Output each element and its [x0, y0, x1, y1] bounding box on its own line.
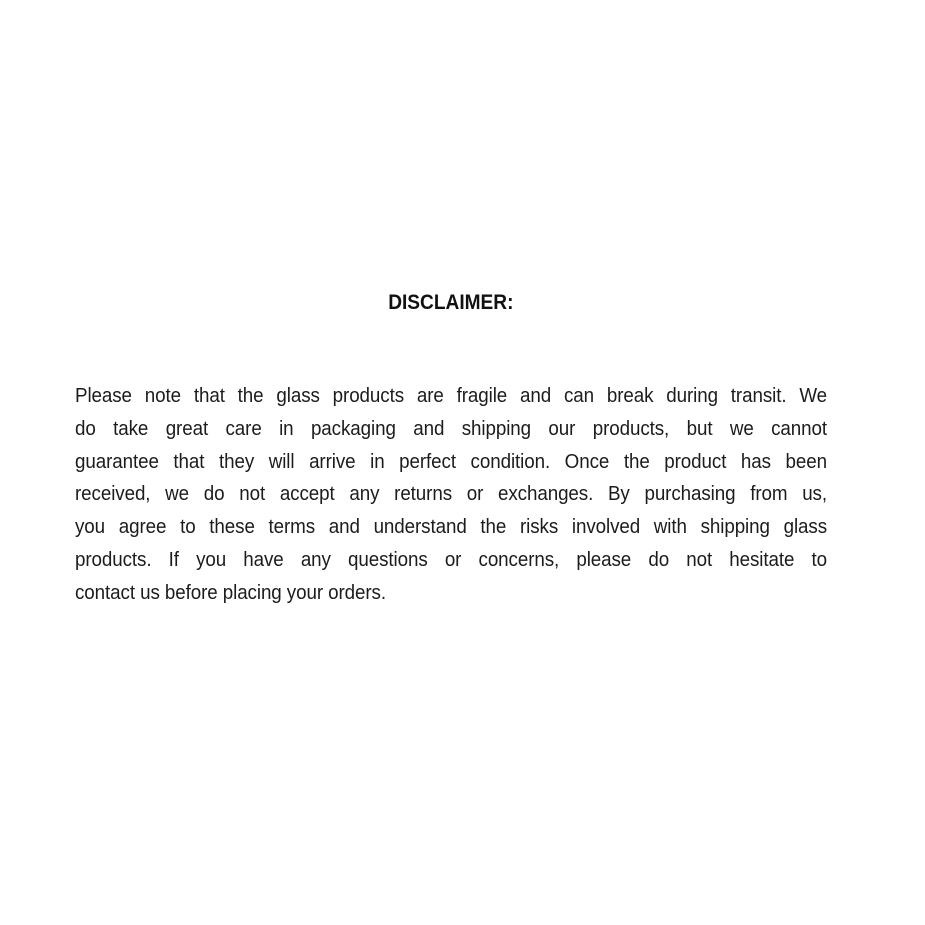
paragraph-line-7: contact us before placing your orders.: [75, 581, 386, 604]
disclaimer-paragraph: [75, 380, 827, 610]
disclaimer-heading: [75, 288, 827, 318]
paragraph-line-5: you agree to these terms and understand the risks involved with shipping glass: [75, 516, 827, 539]
paragraph-line-3: guarantee that they will arrive in perfect condition. Once the product has been: [75, 450, 827, 473]
paragraph-line-1: Please note that the glass products are fragile and can break during transit. We: [75, 385, 827, 407]
disclaimer-heading-text: DISCLAIMER:: [388, 291, 514, 314]
paragraph-line-6: products. If you have any questions or concerns, please do not hesitate to: [75, 548, 827, 571]
paragraph-line-4: received, we do not accept any returns or exchanges. By purchasing from us,: [75, 483, 827, 506]
paragraph-line-2: do take great care in packaging and shipping our products, but we cannot: [75, 417, 827, 440]
